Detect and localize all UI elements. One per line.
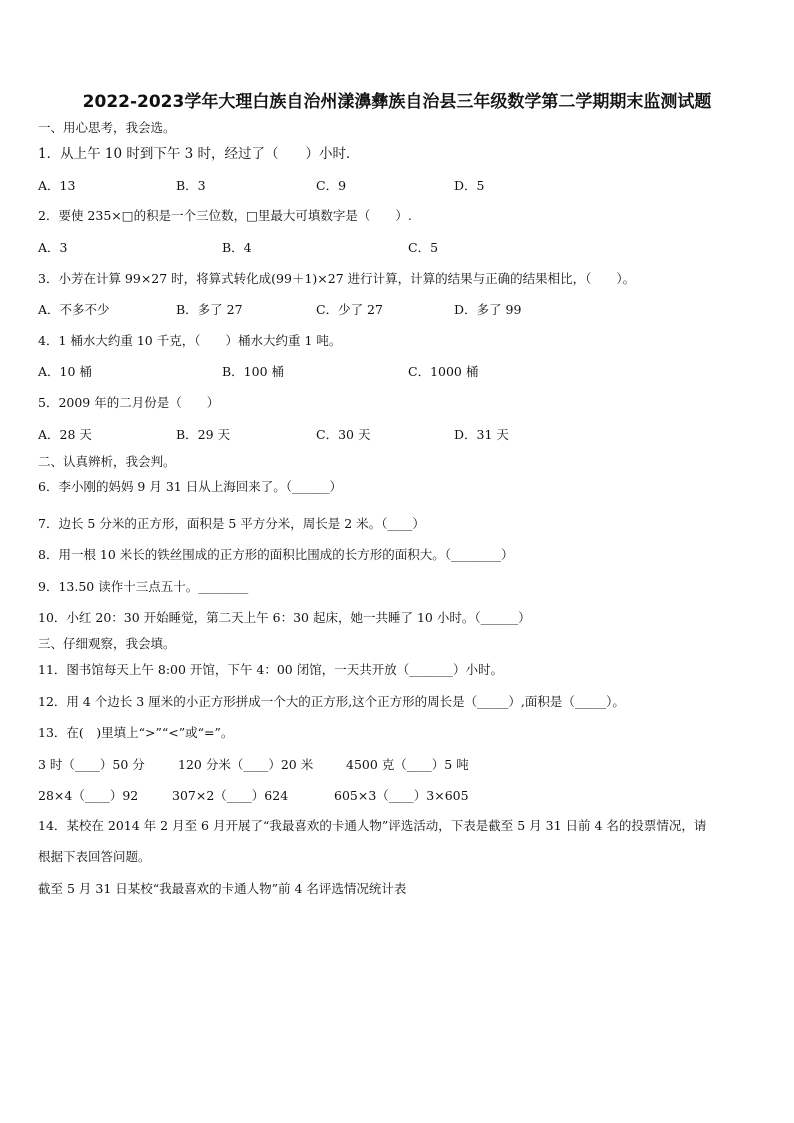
q1-option-a: A．13	[38, 178, 76, 193]
question-10: 10．小红 20：30 开始睡觉，第二天上午 6：30 起床，她一共睡了 10 小时。（______）	[38, 610, 531, 625]
q3-option-b: B．多了 27	[176, 302, 243, 317]
question-5: 5．2009 年的二月份是（ ）	[38, 395, 220, 410]
q3-option-a: A．不多不少	[38, 302, 110, 317]
question-14-line-1: 14．某校在 2014 年 2 月至 6 月开展了“我最喜欢的卡通人物”评选活动，下表是截至 5 月 31 日前 4 名的投票情况，请	[38, 818, 707, 833]
table-caption: 截至 5 月 31 日某校“我最喜欢的卡通人物”前 4 名评选情况统计表	[38, 881, 407, 896]
question-6: 6．李小刚的妈妈 9 月 31 日从上海回来了。（______）	[38, 479, 342, 494]
question-4: 4．1 桶水大约重 10 千克，（ ）桶水大约重 1 吨。	[38, 333, 342, 348]
q1-option-b: B．3	[176, 178, 206, 193]
q2-option-c: C．5	[408, 240, 439, 255]
q13-compare-1: 3 时（____）50 分	[38, 757, 145, 772]
q5-option-c: C．30 天	[316, 427, 371, 442]
question-3: 3．小芳在计算 99×27 时，将算式转化成(99＋1)×27 进行计算，计算的结果与正确的结果相比，（ ）。	[38, 271, 636, 286]
q5-option-d: D．31 天	[454, 427, 509, 442]
q4-option-c: C．1000 桶	[408, 364, 479, 379]
q13-compare-3: 4500 克（____）5 吨	[346, 757, 469, 772]
q13-compare-5: 307×2（____）624	[172, 788, 289, 803]
q4-option-a: A．10 桶	[38, 364, 92, 379]
q13-compare-2: 120 分米（____）20 米	[178, 757, 314, 772]
q3-option-d: D．多了 99	[454, 302, 522, 317]
q3-option-c: C．少了 27	[316, 302, 383, 317]
q5-option-a: A．28 天	[38, 427, 92, 442]
q1-option-d: D．5	[454, 178, 485, 193]
page-title: 2022-2023学年大理白族自治州漾濞彝族自治县三年级数学第二学期期末监测试题	[82, 92, 712, 112]
q2-option-b: B．4	[222, 240, 252, 255]
question-2: 2．要使 235×□的积是一个三位数，□里最大可填数字是（ ）.	[38, 208, 412, 223]
q1-option-c: C．9	[316, 178, 347, 193]
q5-option-b: B．29 天	[176, 427, 231, 442]
question-14-line-2: 根据下表回答问题。	[38, 849, 151, 864]
question-8: 8．用一根 10 米长的铁丝围成的正方形的面积比围成的长方形的面积大。（________）	[38, 547, 514, 562]
question-13: 13．在( )里填上“>”“<”或“=”。	[38, 725, 234, 740]
question-7: 7．边长 5 分米的正方形，面积是 5 平方分米，周长是 2 米。（____）	[38, 516, 425, 531]
question-12: 12．用 4 个边长 3 厘米的小正方形拼成一个大的正方形,这个正方形的周长是（_____）,面积是（_____）。	[38, 694, 625, 709]
q2-option-a: A．3	[38, 240, 68, 255]
question-1: 1．从上午 10 时到下午 3 时，经过了（ ）小时．	[38, 146, 360, 162]
q13-compare-6: 605×3（____）3×605	[334, 788, 469, 803]
section-heading-2: 二、认真辨析，我会判。	[38, 454, 176, 469]
section-heading-1: 一、用心思考，我会选。	[38, 120, 176, 135]
section-heading-3: 三、仔细观察，我会填。	[38, 636, 176, 651]
question-11: 11．图书馆每天上午 8:00 开馆，下午 4：00 闭馆，一天共开放（_______）小时。	[38, 662, 503, 677]
q13-compare-4: 28×4（____）92	[38, 788, 139, 803]
question-9: 9．13.50 读作十三点五十。________	[38, 579, 249, 594]
q4-option-b: B．100 桶	[222, 364, 285, 379]
